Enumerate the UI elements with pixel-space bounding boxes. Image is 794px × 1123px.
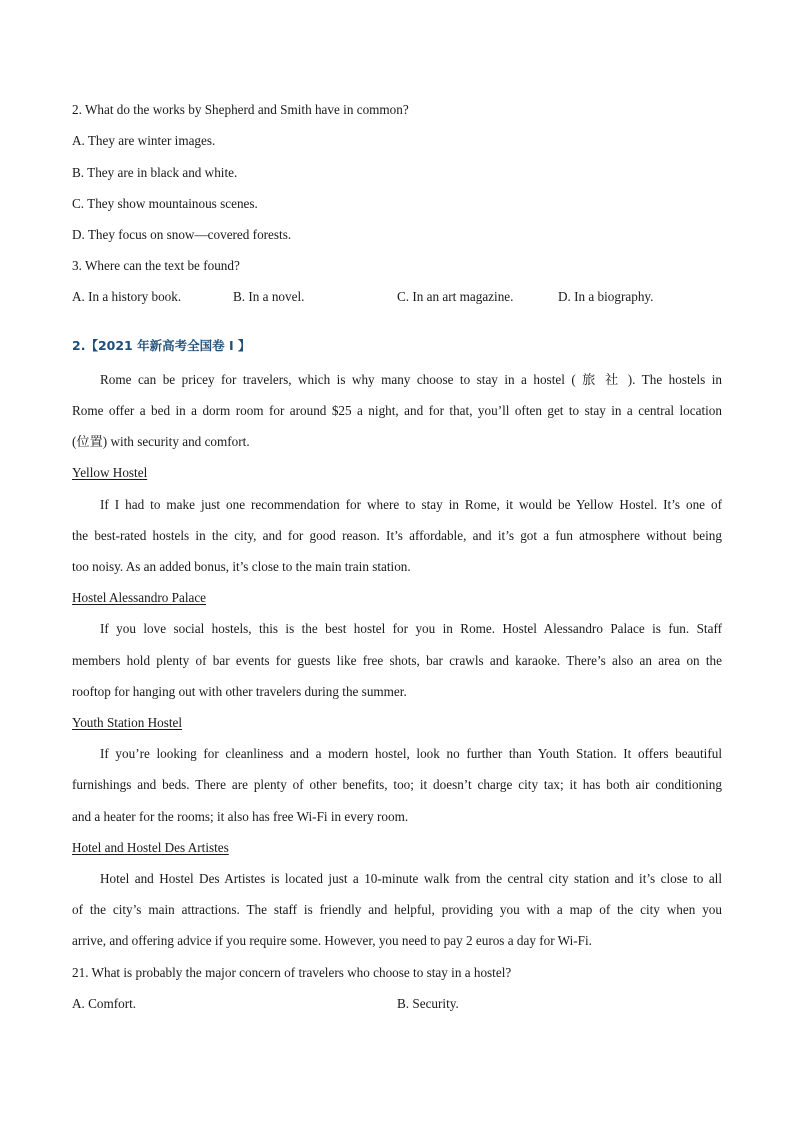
hostel-heading-des-artistes: Hotel and Hostel Des Artistes: [72, 840, 229, 855]
question-2: 2. What do the works by Shepherd and Smith have in common?: [72, 102, 409, 117]
section-title: 2.【2021 年新高考全国卷 I 】: [72, 338, 251, 353]
q2-option-c: C. They show mountainous scenes.: [72, 196, 258, 211]
q3-option-b: B. In a novel.: [233, 289, 305, 304]
hostel-heading-alessandro: Hostel Alessandro Palace: [72, 590, 207, 605]
hostel-heading-youth-station: Youth Station Hostel: [72, 715, 183, 730]
q3-option-d: D. In a biography.: [558, 289, 654, 304]
intro-line-2: Rome offer a bed in a dorm room for around $25 a night, and for that, you’ll often get to stay in a central location: [72, 403, 722, 418]
intro-line-1: Rome can be pricey for travelers, which is why many choose to stay in a hostel ( 旅 社 ). The hostels in: [100, 372, 722, 387]
hostel-youth-line-2: furnishings and beds. There are plenty of other benefits, too; it doesn’t charge city tax; it has both air conditioning: [72, 777, 722, 792]
hostel-yellow-line-1: If I had to make just one recommendation for where to stay in Rome, it would be Yellow Hostel. It’s one of: [100, 497, 722, 512]
q2-option-b: B. They are in black and white.: [72, 165, 238, 180]
q3-option-a: A. In a history book.: [72, 289, 182, 304]
hostel-youth-line-3: and a heater for the rooms; it also has free Wi-Fi in every room.: [72, 809, 409, 824]
q3-option-c: C. In an art magazine.: [397, 289, 514, 304]
hostel-artistes-line-1: Hotel and Hostel Des Artistes is located just a 10-minute walk from the central city station and it’s close to all: [100, 871, 722, 886]
q21-option-b: B. Security.: [397, 996, 459, 1011]
hostel-artistes-line-3: arrive, and offering advice if you require some. However, you need to pay 2 euros a day for Wi-Fi.: [72, 933, 592, 948]
hostel-youth-line-1: If you’re looking for cleanliness and a modern hostel, look no further than Youth Station. It offers beautiful: [100, 746, 722, 761]
hostel-artistes-line-2: of the city’s main attractions. The staff is friendly and helpful, providing you with a map of the city when you: [72, 902, 722, 917]
intro-line-3: (位置) with security and comfort.: [72, 434, 250, 449]
hostel-alessandro-line-3: rooftop for hanging out with other travelers during the summer.: [72, 684, 407, 699]
hostel-yellow-line-2: the best-rated hostels in the city, and for good reason. It’s affordable, and it’s got a fun atmosphere without being: [72, 528, 722, 543]
q2-option-d: D. They focus on snow—covered forests.: [72, 227, 292, 242]
hostel-alessandro-line-2: members hold plenty of bar events for guests like free shots, bar crawls and karaoke. There’s also an area on the: [72, 653, 722, 668]
q2-option-a: A. They are winter images.: [72, 133, 216, 148]
question-21: 21. What is probably the major concern of travelers who choose to stay in a hostel?: [72, 965, 512, 980]
hostel-alessandro-line-1: If you love social hostels, this is the best hostel for you in Rome. Hostel Alessandro Palace is fun. Staff: [100, 621, 722, 636]
hostel-yellow-line-3: too noisy. As an added bonus, it’s close to the main train station.: [72, 559, 411, 574]
question-3: 3. Where can the text be found?: [72, 258, 240, 273]
q21-option-a: A. Comfort.: [72, 996, 137, 1011]
hostel-heading-yellow: Yellow Hostel: [72, 465, 148, 480]
